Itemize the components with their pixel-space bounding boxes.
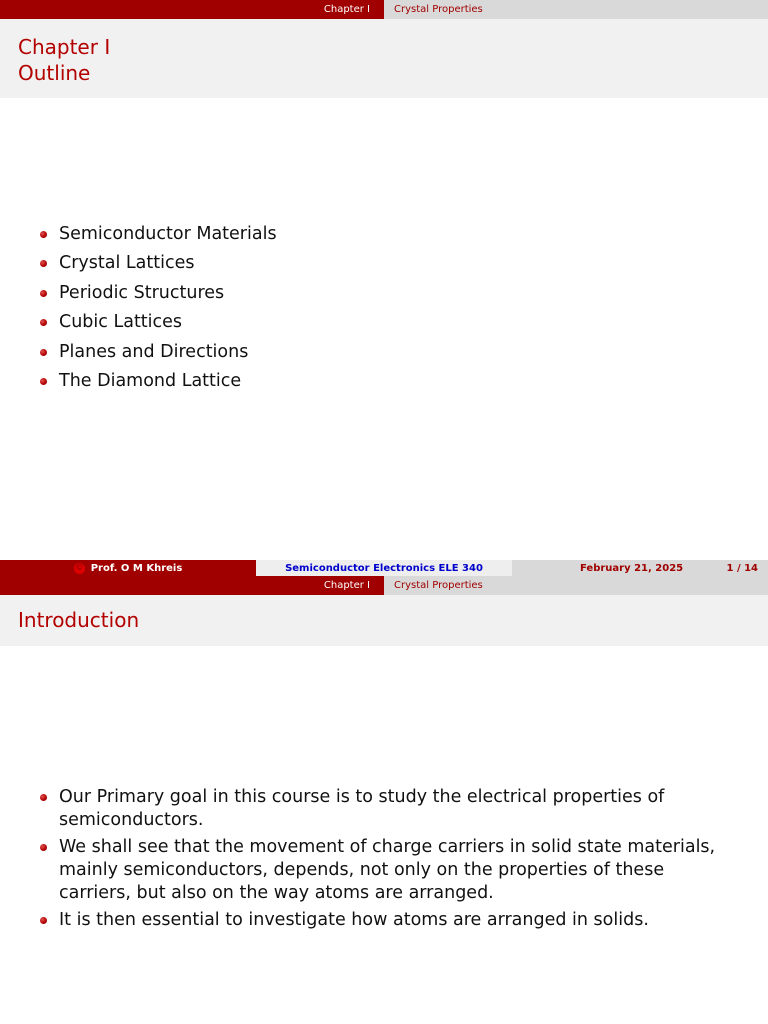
header-subsection-link[interactable] [384,0,768,19]
header-section-link[interactable] [0,576,384,595]
bullet-icon [40,260,47,267]
list-item [40,279,740,308]
bullet-icon [40,349,47,356]
list-item [40,836,740,905]
list-item-text: The Diamond Lattice [59,370,242,391]
footer-info [512,560,768,576]
list-item [40,367,740,396]
bullet-icon [40,844,47,851]
bullet-icon [40,378,47,385]
outline-list [40,220,740,396]
header-section-label: Chapter I [323,580,370,591]
list-item-text: Cubic Lattices [59,312,183,333]
footer-page-number: 1 / 14 [726,562,758,574]
footer-course-link[interactable] [256,560,512,576]
list-item-text: Semiconductor Materials [59,224,277,244]
header-subsection-label: Crystal Properties [394,580,483,591]
list-item-text: Crystal Lattices [59,253,195,274]
list-item-text: It is then essential to investigate how atoms are arranged in solids. [59,910,649,930]
frame-title-line-1: Chapter I [18,35,111,59]
bullet-icon [40,231,47,238]
bullet-icon [40,917,47,924]
list-item-text: Periodic Structures [59,282,225,303]
header-navigation-bar [0,0,768,19]
frame-title [0,595,768,646]
bullet-icon [40,290,47,297]
header-navigation-bar [0,576,768,595]
header-section-label: Chapter I [323,4,370,15]
header-subsection-label: Crystal Properties [394,4,483,15]
footer-bar [0,560,768,576]
slide-introduction [0,576,768,1024]
list-item [40,308,740,337]
list-item-text: Planes and Directions [59,341,249,362]
bullet-icon [40,319,47,326]
list-item [40,909,740,932]
footer-author: Prof. O M Khreis [90,562,183,574]
introduction-list [40,786,740,936]
header-section-link[interactable] [0,0,384,19]
list-item [40,786,740,832]
bullet-icon [40,794,47,801]
header-subsection-link[interactable] [384,576,768,595]
copyright-icon: © [74,562,84,573]
frame-title [0,19,768,98]
frame-title-text: Introduction [18,608,140,632]
footer-course: Semiconductor Electronics ELE 340 [285,562,483,574]
footer-author-link[interactable] [0,560,256,576]
footer-date: February 21, 2025 [580,562,684,574]
list-item-text: Our Primary goal in this course is to study the electrical properties of semiconductors. [59,787,665,830]
frame-title-line-2: Outline [18,61,91,85]
list-item [40,220,740,249]
list-item [40,249,740,278]
list-item [40,338,740,367]
list-item-text: We shall see that the movement of charge carriers in solid state materials, mainly semiconductors, depends, not only on the properties of these carriers, but also on the way atoms are arranged. [59,837,716,903]
